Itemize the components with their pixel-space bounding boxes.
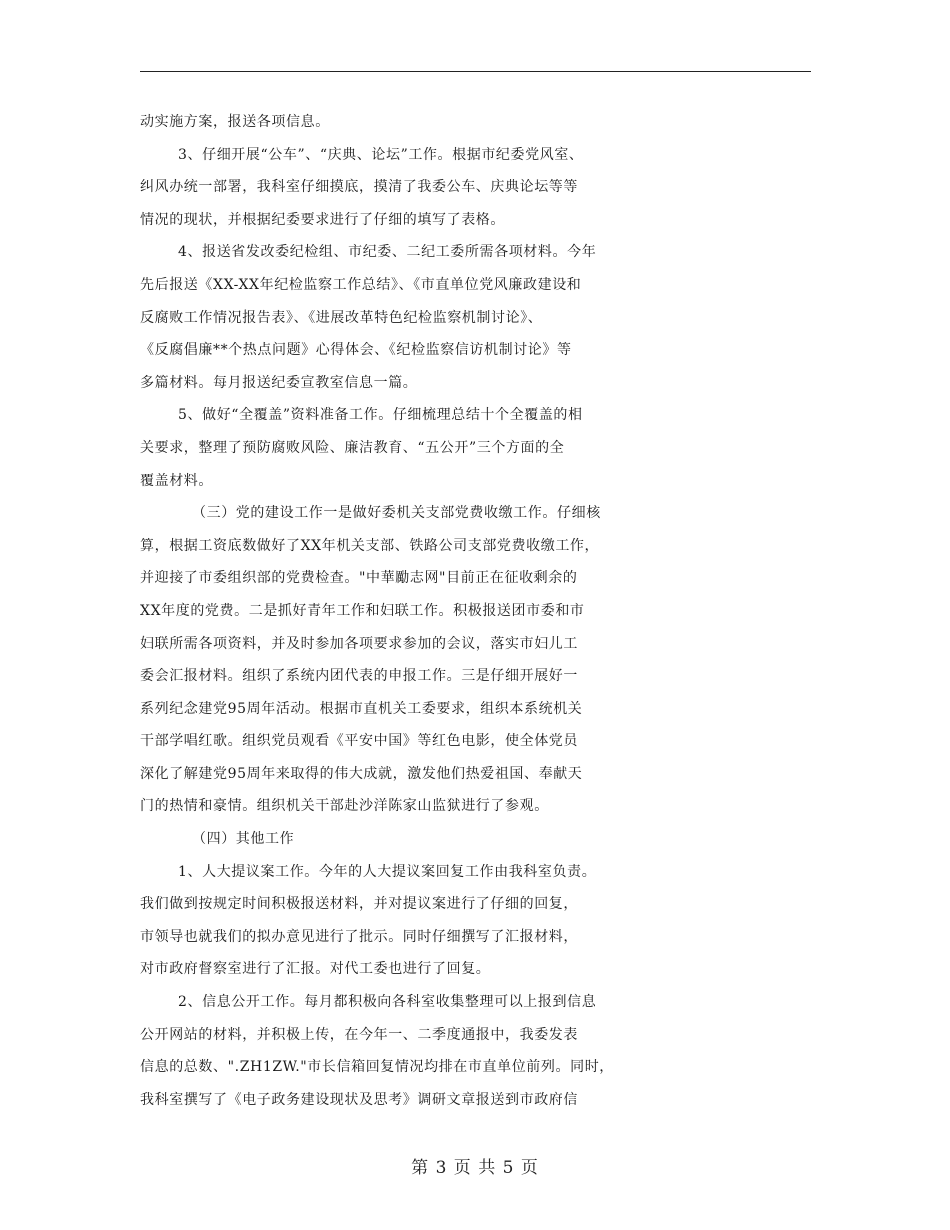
text-line: 信息的总数、".ZH1ZW."市长信箱回复情况均排在市直单位前列。同时，: [140, 1059, 614, 1076]
text-line: 市领导也就我们的拟办意见进行了批示。同时仔细撰写了汇报材料，: [140, 928, 578, 945]
text-line: 深化了解建党95周年来取得的伟大成就，激发他们热爱祖国、奉献天: [140, 765, 583, 782]
header-rule: [140, 71, 811, 72]
text-line: 并迎接了市委组织部的党费检查。"中華勵志网"目前正在征收剩余的: [140, 570, 578, 587]
section-heading-line: （三）党的建设工作一是做好委机关支部党费收缴工作。仔细核: [192, 505, 601, 522]
page-number-footer: 第 3 页 共 5 页: [411, 1158, 539, 1178]
text-line: 多篇材料。每月报送纪委宣教室信息一篇。: [140, 374, 418, 391]
text-line: 公开网站的材料，并积极上传，在今年一、二季度通报中，我委发表: [140, 1026, 578, 1043]
text-line: 妇联所需各项资料，并及时参加各项要求参加的会议，落实市妇儿工: [140, 635, 578, 652]
text-line: 反腐败工作情况报告表》、《进展改革特色纪检监察机制讨论》、: [140, 309, 543, 326]
section-heading: （四）其他工作: [192, 831, 295, 848]
text-line: 委会汇报材料。组织了系统内团代表的申报工作。三是仔细开展好一: [140, 668, 578, 685]
text-line: 情况的现状，并根据纪委要求进行了仔细的填写了表格。: [140, 211, 505, 228]
text-line: 覆盖材料。: [140, 472, 213, 489]
text-line: 5、做好“全覆盖”资料准备工作。仔细梳理总结十个全覆盖的相: [178, 407, 583, 424]
document-body: [140, 106, 820, 1116]
text-line: 2、信息公开工作。每月都积极向各科室收集整理可以上报到信息: [178, 994, 597, 1011]
text-line: 我们做到按规定时间积极报送材料，并对提议案进行了仔细的回复，: [140, 896, 578, 913]
text-line: 动实施方案，报送各项信息。: [140, 114, 330, 130]
text-line: 门的热情和豪情。组织机关干部赴沙洋陈家山监狱进行了参观。: [140, 798, 549, 815]
text-line: 干部学唱红歌。组织党员观看《平安中国》等红色电影，使全体党员: [140, 733, 578, 750]
text-line: 先后报送《XX-XX年纪检监察工作总结》、《市直单位党风廉政建设和: [140, 276, 582, 293]
text-line: 纠风办统一部署，我科室仔细摸底，摸清了我委公车、庆典论坛等等: [140, 179, 578, 196]
text-line: 《反腐倡廉**个热点问题》心得体会、《纪检监察信访机制讨论》等: [140, 342, 572, 359]
text-line: 关要求，整理了预防腐败风险、廉洁教育、“五公开”三个方面的全: [140, 439, 565, 456]
text-line: XX年度的党费。二是抓好青年工作和妇联工作。积极报送团市委和市: [140, 602, 585, 619]
text-line: 3、仔细开展“公车”、“庆典、论坛”工作。根据市纪委党风室、: [178, 146, 584, 163]
text-line: 4、报送省发改委纪检组、市纪委、二纪工委所需各项材料。今年: [178, 244, 597, 261]
text-line: 算，根据工资底数做好了XX年机关支部、铁路公司支部党费收缴工作，: [140, 537, 600, 554]
text-line: 对市政府督察室进行了汇报。对代工委也进行了回复。: [140, 961, 491, 978]
text-line: 1、人大提议案工作。今年的人大提议案回复工作由我科室负责。: [178, 863, 597, 880]
text-line: 我科室撰写了《电子政务建设现状及思考》调研文章报送到市政府信: [140, 1091, 578, 1108]
text-line: 系列纪念建党95周年活动。根据市直机关工委要求，组织本系统机关: [140, 700, 583, 717]
